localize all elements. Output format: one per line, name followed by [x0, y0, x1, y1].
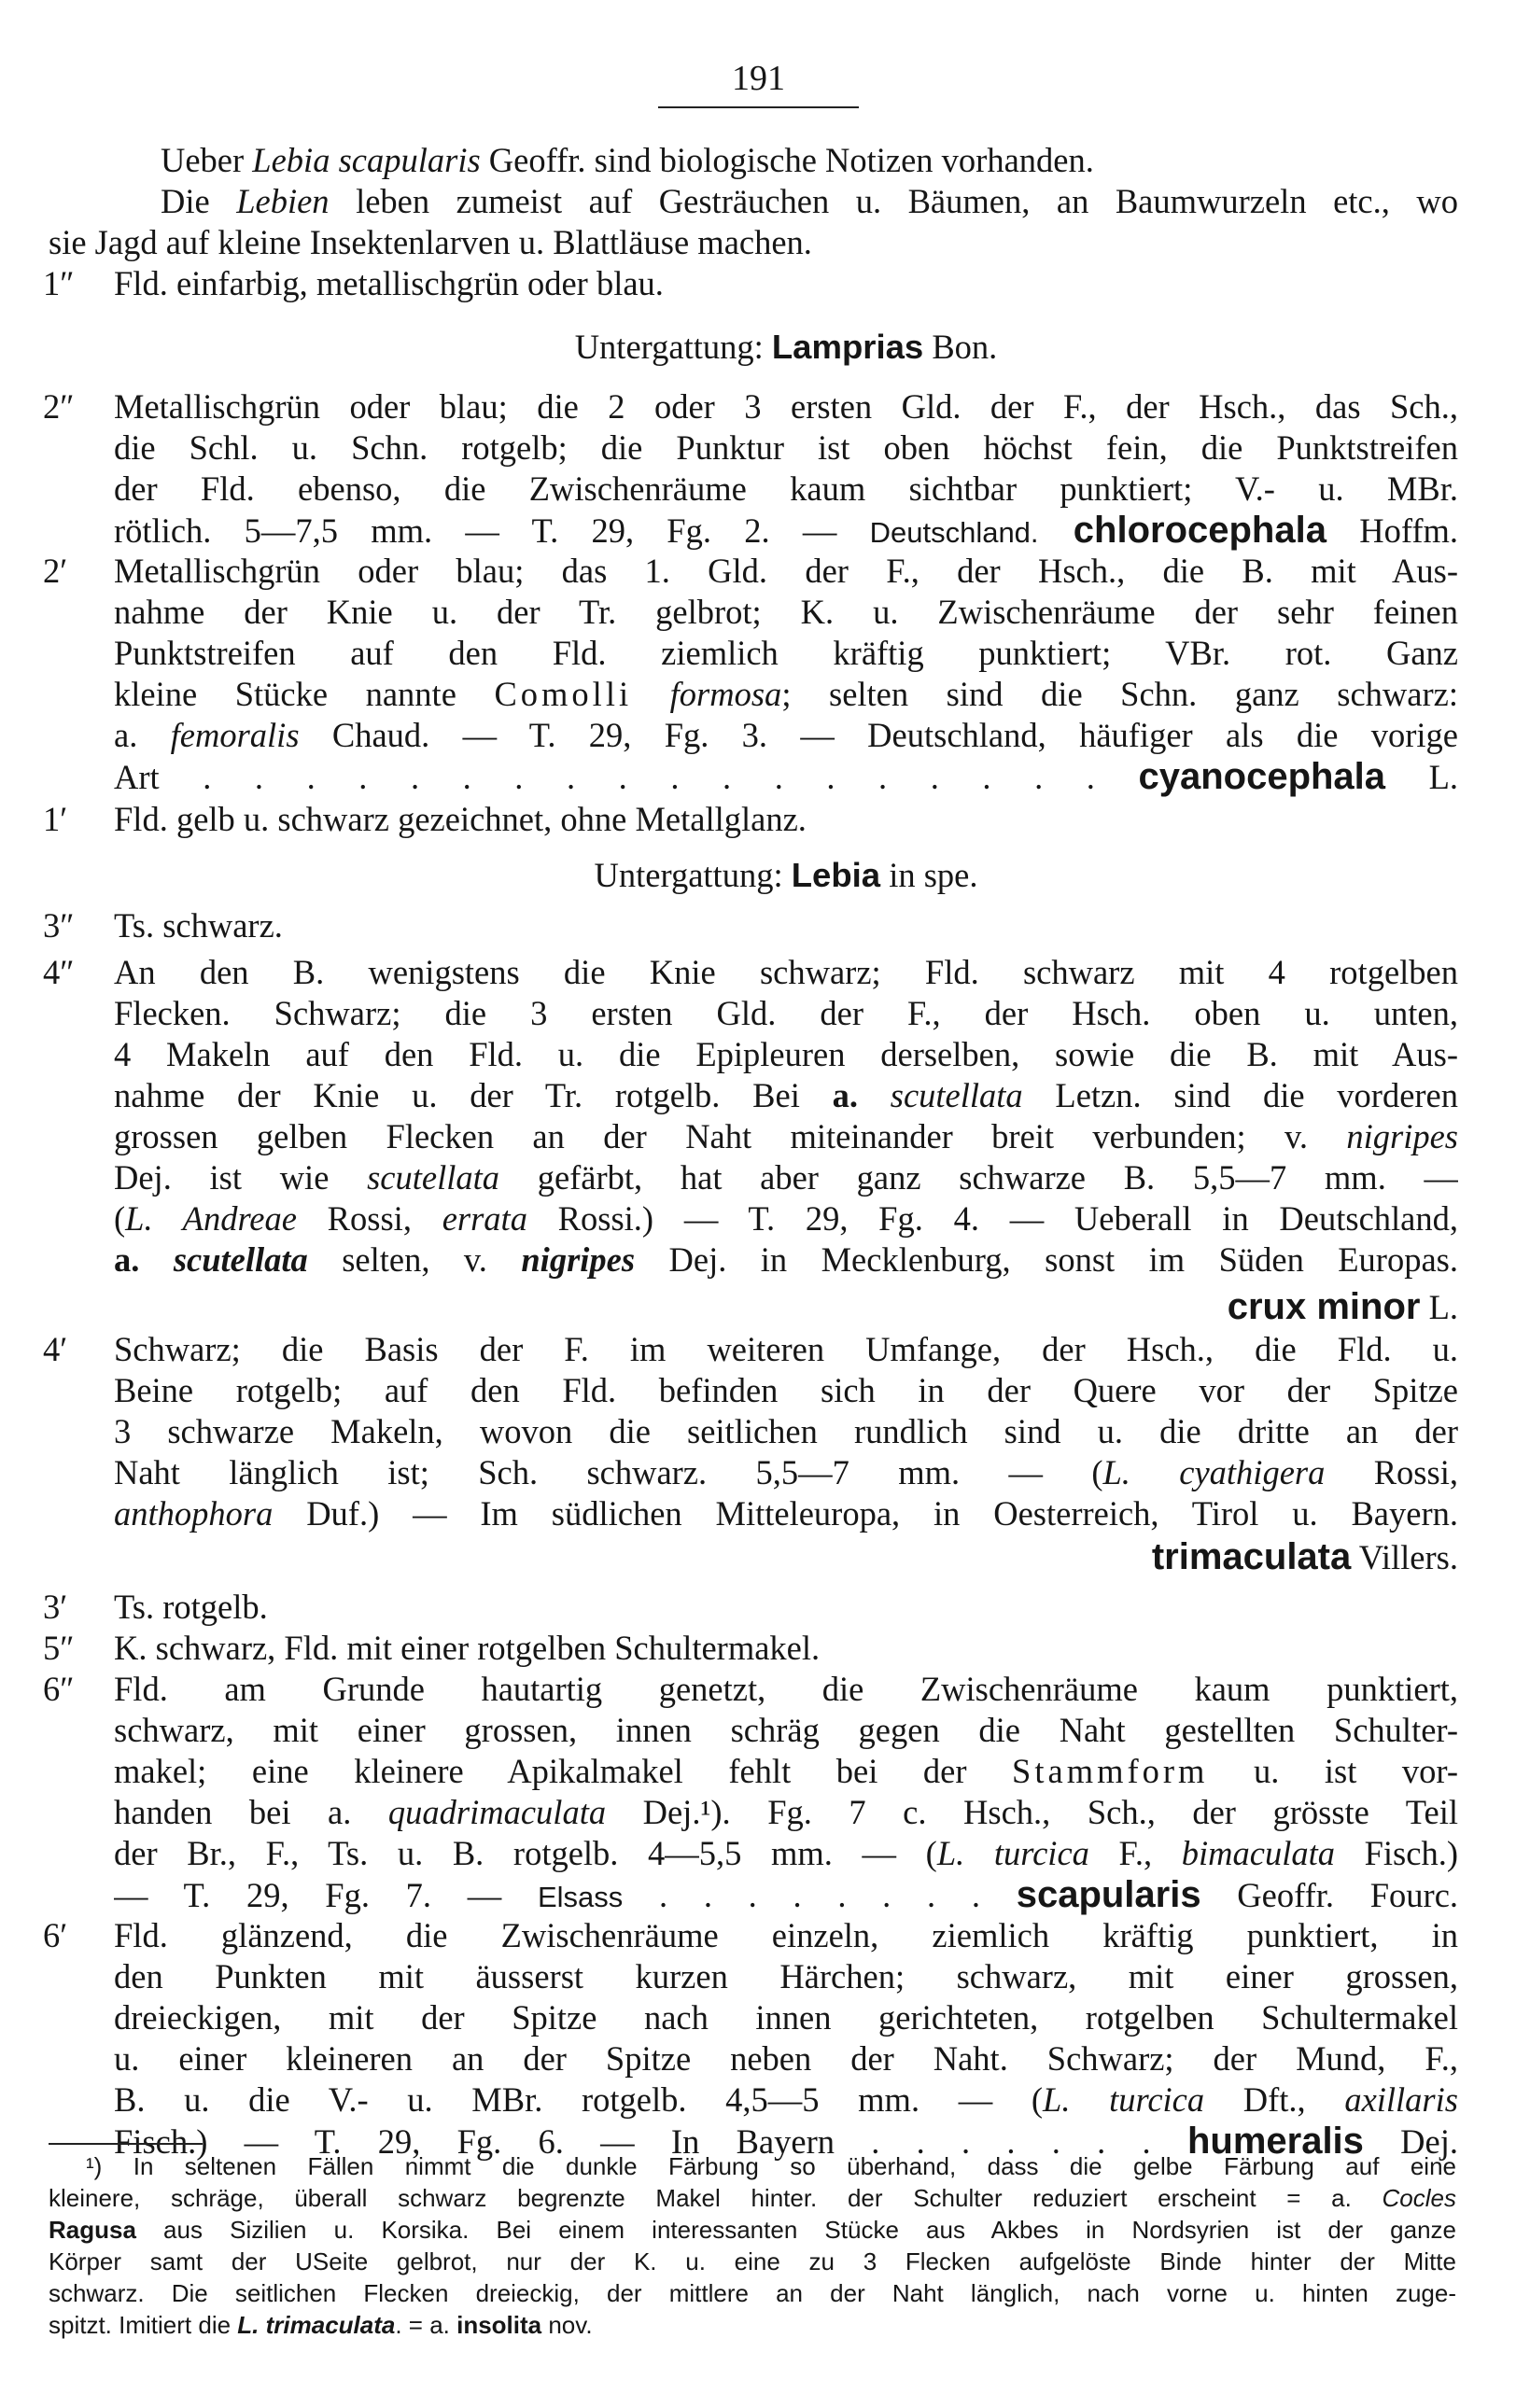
couplet-6b-line-2: den Punkten mit äusserst kurzen Härchen; schwarz, mit einer grossen, — [114, 1957, 1458, 1995]
couplet-6b-line-1: Fld. glänzend, die Zwischenräume einzeln, ziemlich kräftig punktiert, in — [114, 1916, 1458, 1954]
couplet-4b-line-4: Naht länglich ist; Sch. schwarz. 5,5—7 mm. — (L. cyathigera Rossi, — [114, 1453, 1458, 1491]
couplet-2b-line-5: a. femoralis Chaud. — T. 29, Fg. 3. — Deutschland, häufiger als die vorige — [114, 716, 1458, 754]
couplet-number: 2″ — [43, 387, 75, 426]
couplet-2b-line-1: Metallischgrün oder blau; das 1. Gld. der F., der Hsch., die B. mit Aus- — [114, 552, 1458, 590]
couplet-6b-line-6: Fisch.) — T. 29, Fg. 6. — In Bayern . . . . . . . humeralis Dej. — [114, 2121, 1458, 2162]
couplet-4a-line-4: nahme der Knie u. der Tr. rotgelb. Bei a. scutellata Letzn. sind die vorderen — [114, 1076, 1458, 1114]
couplet-number: 6″ — [43, 1670, 75, 1708]
footnote-line-5: schwarz. Die seitlichen Flecken dreieckig, der mittlere an der Naht länglich, nach vorne u. hinten zuge- — [49, 2279, 1456, 2307]
couplet-6a-line-1: Fld. am Grunde hautartig genetzt, die Zwischenräume kaum punktiert, — [114, 1670, 1458, 1708]
intro-line-2: Die Lebien leben zumeist auf Gesträuchen u. Bäumen, an Baumwurzeln etc., wo — [161, 182, 1458, 220]
couplet-6a-line-3: makel; eine kleinere Apikalmakel fehlt bei der Stammform u. ist vor- — [114, 1752, 1458, 1790]
footnote-rule — [49, 2143, 203, 2145]
couplet-number: 4′ — [43, 1330, 68, 1368]
couplet-4b-species: trimaculata Villers. — [1151, 1536, 1458, 1577]
couplet-2b-line-3: Punktstreifen auf den Fld. ziemlich kräftig punktiert; VBr. rot. Ganz — [114, 634, 1458, 672]
couplet-4b-line-5: anthophora Duf.) — Im südlichen Mitteleuropa, in Oesterreich, Tirol u. Bayern. — [114, 1494, 1458, 1533]
footnote-line-3: Ragusa aus Sizilien u. Korsika. Bei einem interessanten Stücke aus Akbes in Nordsyrien ist der ganze — [49, 2216, 1456, 2244]
couplet-4a-line-8: a. scutellata selten, v. nigripes Dej. in Mecklenburg, sonst im Süden Europas. — [114, 1240, 1458, 1279]
couplet-4a-line-2: Flecken. Schwarz; die 3 ersten Gld. der F., der Hsch. oben u. unten, — [114, 994, 1458, 1032]
footnote-line-6: spitzt. Imitiert die L. trimaculata. = a. insolita nov. — [49, 2311, 593, 2339]
couplet-2b-line-4: kleine Stücke nannte Comolli formosa; selten sind die Schn. ganz schwarz: — [114, 675, 1458, 713]
couplet-number: 3″ — [43, 906, 75, 945]
couplet-2a-line-4: rötlich. 5—7,5 mm. — T. 29, Fg. 2. — Deutschland. chlorocephala Hoffm. — [114, 510, 1458, 551]
species-name: humeralis — [1186, 2121, 1364, 2162]
intro-line-3: sie Jagd auf kleine Insektenlarven u. Blattläuse machen. — [49, 223, 812, 261]
couplet-3a-text: Ts. schwarz. — [114, 906, 283, 945]
page-number: 191 — [658, 58, 859, 108]
species-name: crux minor — [1227, 1286, 1421, 1327]
couplet-4b-line-3: 3 schwarze Makeln, wovon die seitlichen rundlich sind u. die dritte an der — [114, 1412, 1458, 1450]
subgenus-heading-lebia: Untergattung: Lebia in spe. — [594, 856, 978, 894]
couplet-number: 2′ — [43, 552, 68, 590]
couplet-6b-line-4: u. einer kleineren an der Spitze neben der Naht. Schwarz; der Mund, F., — [114, 2039, 1458, 2078]
couplet-number: 6′ — [43, 1916, 68, 1954]
species-name: scapularis — [1016, 1874, 1201, 1915]
couplet-6a-line-2: schwarz, mit einer grossen, innen schräg gegen die Naht gestellten Schulter- — [114, 1711, 1458, 1749]
couplet-2a-line-1: Metallischgrün oder blau; die 2 oder 3 ersten Gld. der F., der Hsch., das Sch., — [114, 387, 1458, 426]
couplet-4a-species: crux minor L. — [1227, 1286, 1458, 1327]
footnote-line-2: kleinere, schräge, überall schwarz begrenzte Makel hinter. der Schulter reduziert erscheint = a. Cocles — [49, 2184, 1456, 2212]
couplet-2b-line-6: Art . . . . . . . . . . . . . . . . . . cyanocephala L. — [114, 756, 1458, 797]
couplet-4a-line-3: 4 Makeln auf den Fld. u. die Epipleuren derselben, sowie die B. mit Aus- — [114, 1035, 1458, 1073]
couplet-number: 5″ — [43, 1629, 75, 1667]
couplet-6a-line-4: handen bei a. quadrimaculata Dej.¹). Fg. 7 c. Hsch., Sch., der grösste Teil — [114, 1793, 1458, 1831]
couplet-1a-text: Fld. einfarbig, metallischgrün oder blau. — [114, 264, 664, 302]
couplet-4a-line-7: (L. Andreae Rossi, errata Rossi.) — T. 29, Fg. 4. — Ueberall in Deutschland, — [114, 1199, 1458, 1238]
subgenus-heading-lamprias: Untergattung: Lamprias Bon. — [574, 328, 998, 366]
couplet-number: 4″ — [43, 953, 75, 991]
couplet-1b-text: Fld. gelb u. schwarz gezeichnet, ohne Metallglanz. — [114, 800, 807, 838]
couplet-2a-line-2: die Schl. u. Schn. rotgelb; die Punktur ist oben höchst fein, die Punktstreifen — [114, 428, 1458, 467]
couplet-4a-line-6: Dej. ist wie scutellata gefärbt, hat aber ganz schwarze B. 5,5—7 mm. — — [114, 1158, 1458, 1197]
footnote-line-4: Körper samt der USeite gelbrot, nur der K. u. eine zu 3 Flecken aufgelöste Binde hinter der Mitte — [49, 2247, 1456, 2275]
species-name: cyanocephala — [1138, 756, 1386, 797]
species-name: chlorocephala — [1038, 510, 1326, 551]
couplet-number: 3′ — [43, 1588, 68, 1626]
footnote-line-1: ¹) In seltenen Fällen nimmt die dunkle Färbung so überhand, dass die gelbe Färbung auf eine — [86, 2152, 1456, 2180]
couplet-6a-line-6: — T. 29, Fg. 7. — Elsass . . . . . . . . scapularis Geoffr. Fourc. — [114, 1874, 1458, 1915]
couplet-4b-line-2: Beine rotgelb; auf den Fld. befinden sich in der Quere vor der Spitze — [114, 1371, 1458, 1409]
couplet-4a-line-1: An den B. wenigstens die Knie schwarz; Fld. schwarz mit 4 rotgelben — [114, 953, 1458, 991]
species-name: trimaculata — [1151, 1536, 1352, 1577]
couplet-number: 1′ — [43, 800, 68, 838]
couplet-4b-line-1: Schwarz; die Basis der F. im weiteren Umfange, der Hsch., die Fld. u. — [114, 1330, 1458, 1368]
intro-line-1: Ueber Lebia scapularis Geoffr. sind biologische Notizen vorhanden. — [161, 141, 1094, 179]
couplet-3b-text: Ts. rotgelb. — [114, 1588, 268, 1626]
couplet-number: 1″ — [43, 264, 75, 302]
couplet-2a-line-3: der Fld. ebenso, die Zwischenräume kaum sichtbar punktiert; V.- u. MBr. — [114, 469, 1458, 508]
couplet-5a-text: K. schwarz, Fld. mit einer rotgelben Schultermakel. — [114, 1629, 821, 1667]
couplet-6a-line-5: der Br., F., Ts. u. B. rotgelb. 4—5,5 mm. — (L. turcica F., bimaculata Fisch.) — [114, 1834, 1458, 1872]
couplet-6b-line-5: B. u. die V.- u. MBr. rotgelb. 4,5—5 mm. — (L. turcica Dft., axillaris — [114, 2080, 1458, 2119]
couplet-6b-line-3: dreieckigen, mit der Spitze nach innen gerichteten, rotgelben Schultermakel — [114, 1998, 1458, 2037]
couplet-2b-line-2: nahme der Knie u. der Tr. gelbrot; K. u. Zwischenräume der sehr feinen — [114, 593, 1458, 631]
couplet-4a-line-5: grossen gelben Flecken an der Naht miteinander breit verbunden; v. nigripes — [114, 1117, 1458, 1155]
